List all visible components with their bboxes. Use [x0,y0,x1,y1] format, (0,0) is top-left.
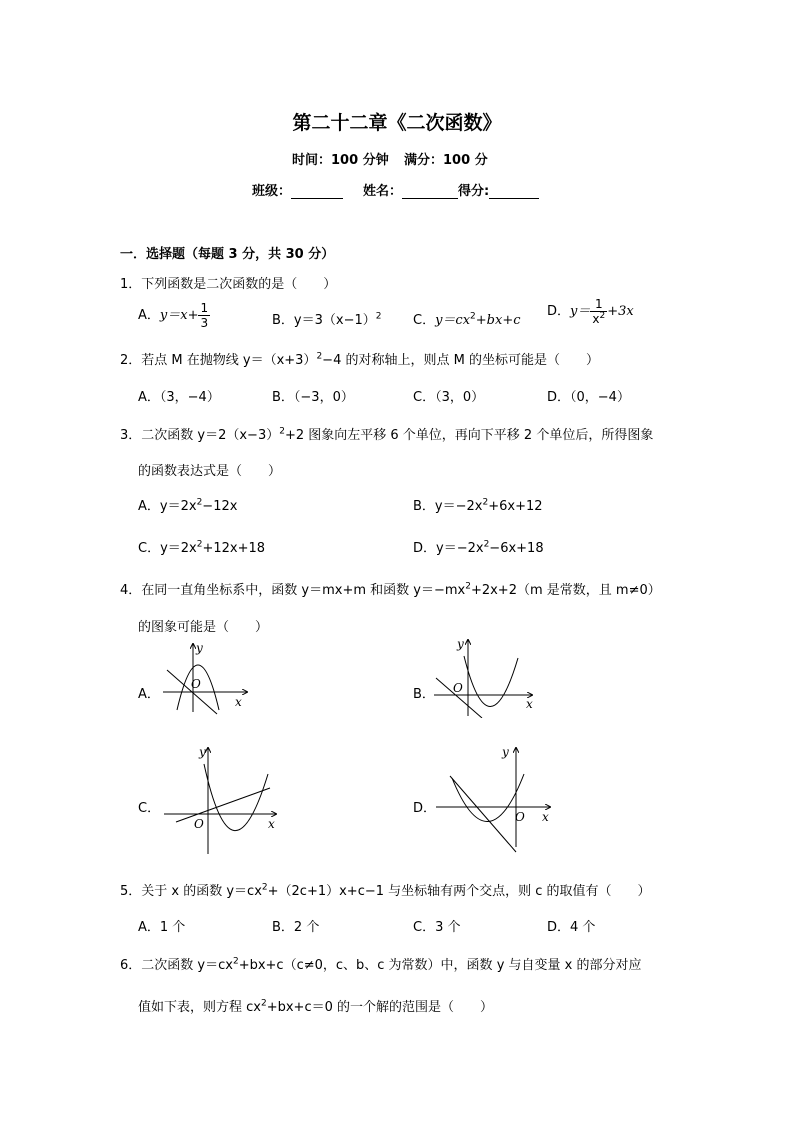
q3-option-d[interactable] [413,537,544,556]
q2-stem [120,349,599,368]
q2-stem-pre: 2．若点 M 在抛物线 y＝（x+3） [120,353,317,368]
axis-x-label: x [542,810,549,824]
name-label: 姓名： [363,184,403,199]
q3-option-b[interactable] [413,495,543,514]
origin-label: O [194,817,204,831]
q3-stem-2: 的函数表达式是（ ） [138,464,282,479]
got-blank[interactable] [489,184,539,199]
q1-c-exp: 2 [470,311,476,322]
q3-b-post: +6x+12 [488,499,543,514]
line [176,788,270,822]
parabola [464,656,518,707]
q1-option-d[interactable] [547,297,634,326]
time-value: 100 [331,153,359,168]
axis-y-label: y [502,745,509,759]
q1-d-num: 1 [590,297,607,312]
q4-stem-exp: 2 [465,581,471,592]
q4-stem-post: +2x+2（m 是常数，且 m≠0） [470,583,661,598]
q3-d-pre: D．y＝−2x [413,541,484,556]
q1-b-text: B．y＝3（x−1） [272,313,376,328]
q6-stem2-pre: 值如下表，则方程 cx [138,1000,261,1015]
axis-x-label: x [268,817,275,831]
q1-d-fraction [590,297,607,326]
q1-b-exp: 2 [375,311,382,322]
q2-option-a[interactable]: A．（3，−4） [138,390,220,405]
q1-option-c[interactable] [413,309,521,328]
q1-a-fraction [198,301,210,330]
class-label: 班级： [252,184,292,199]
q3-stem [120,424,653,443]
q2-option-c[interactable]: C．（3，0） [413,390,485,405]
q3-c-pre: C．y＝2x [138,541,197,556]
q5-stem [120,880,651,899]
q2-option-d[interactable]: D．（0，−4） [547,390,630,405]
q4-option-d-label[interactable]: D． [413,801,437,816]
q1-a-label: A． [138,308,160,323]
score-unit: 分 [474,153,488,168]
q1-a-num: 1 [200,301,209,315]
q6-stem [120,954,641,973]
class-field [252,180,343,199]
q3-stem-post: +2 图象向左平移 6 个单位，再向下平移 2 个单位后，所得图象 [284,428,654,443]
parabola [452,774,524,822]
q3-stem-pre: 3．二次函数 y＝2（x−3） [120,428,280,443]
q5-stem-pre: 5．关于 x 的函数 y＝cx [120,884,262,899]
q4-graph-d[interactable] [430,742,558,857]
q1-c-post: +bx+c [475,313,521,328]
score-label: 满分： [404,153,444,168]
q1-c-label: C． [413,313,436,328]
score-info [404,149,488,168]
q1-d-den-exp: 2 [599,311,606,321]
q6-stem-post: +bx+c（c≠0，c、b、c 为常数）中，函数 y 与自变量 x 的部分对应 [238,958,642,973]
q2-option-b[interactable]: B．（−3，0） [272,390,354,405]
q5-option-c[interactable]: C．3 个 [413,920,461,935]
q3-a-pre: A．y＝2x [138,499,197,514]
q4-stem-pre: 4．在同一直角坐标系中，函数 y＝mx+m 和函数 y＝−mx [120,583,466,598]
q6-stem2-exp: 2 [260,998,267,1009]
axis-y-label: y [199,745,206,759]
name-field [363,180,539,199]
q5-option-d[interactable]: D．4 个 [547,920,596,935]
q1-d-den: x [592,312,600,326]
q4-graph-c[interactable] [160,742,285,857]
q4-option-b-label[interactable]: B． [413,687,435,702]
q5-stem-exp: 2 [261,882,268,893]
score-value: 100 [443,153,471,168]
q6-stem-exp: 2 [232,956,239,967]
q1-d-post: +3x [607,304,634,319]
origin-label: O [191,677,201,691]
line [450,776,516,852]
q1-option-a[interactable] [138,301,210,330]
q4-stem-2: 的图象可能是（ ） [138,620,269,635]
time-unit: 分钟 [362,153,389,168]
q1-d-pre: y＝ [570,304,591,319]
q3-option-c[interactable] [138,537,265,556]
q3-d-post: −6x+18 [489,541,544,556]
q2-stem-exp: 2 [316,351,323,362]
q5-option-b[interactable]: B．2 个 [272,920,320,935]
q1-a-pre: y＝x+ [159,308,199,323]
q6-stem2-post: +bx+c＝0 的一个解的范围是（ ） [266,1000,494,1015]
page-title: 第二十二章《二次函数》 [292,112,502,134]
got-label: 得分: [458,184,490,199]
q1-c-pre: y＝cx [435,313,471,328]
time-info [292,149,389,168]
time-label: 时间： [292,153,332,168]
q3-b-exp: 2 [482,497,489,508]
class-blank[interactable] [291,184,343,199]
q4-stem [120,579,661,598]
q4-graph-a[interactable] [155,640,255,715]
q2-stem-post: −4 的对称轴上，则点 M 的坐标可能是（ ） [322,353,599,368]
q3-a-exp: 2 [196,497,203,508]
q6-stem-2 [138,996,493,1015]
name-blank[interactable] [402,184,458,199]
q3-c-exp: 2 [196,539,203,550]
q3-b-pre: B．y＝−2x [413,499,483,514]
origin-label: O [453,681,463,695]
section-heading: 一．选择题（每题 3 分，共 30 分） [120,247,335,262]
axis-y-label: y [457,637,464,651]
q4-graph-b[interactable] [430,636,540,718]
axis-y-label: y [196,641,203,655]
parabola [204,764,268,831]
q5-option-a[interactable]: A．1 个 [138,920,186,935]
q3-d-exp: 2 [483,539,490,550]
q5-stem-post: +（2c+1）x+c−1 与坐标轴有两个交点，则 c 的取值有（ ） [267,884,651,899]
origin-label: O [515,810,525,824]
q1-d-label: D． [547,304,571,319]
q3-c-post: +12x+18 [202,541,266,556]
q4-option-a-label[interactable]: A． [138,687,160,702]
q6-stem-pre: 6．二次函数 y＝cx [120,958,233,973]
q1-a-den: 3 [200,316,209,330]
q3-stem-exp: 2 [279,426,285,437]
q1-d-den-wrap [590,312,607,326]
axis-x-label: x [235,695,242,709]
q3-option-a[interactable] [138,495,237,514]
q1-option-b[interactable] [272,309,381,328]
q3-a-post: −12x [202,499,238,514]
q1-stem: 1．下列函数是二次函数的是（ ） [120,277,337,292]
q4-option-c-label[interactable]: C． [138,801,161,816]
axis-x-label: x [526,697,533,711]
